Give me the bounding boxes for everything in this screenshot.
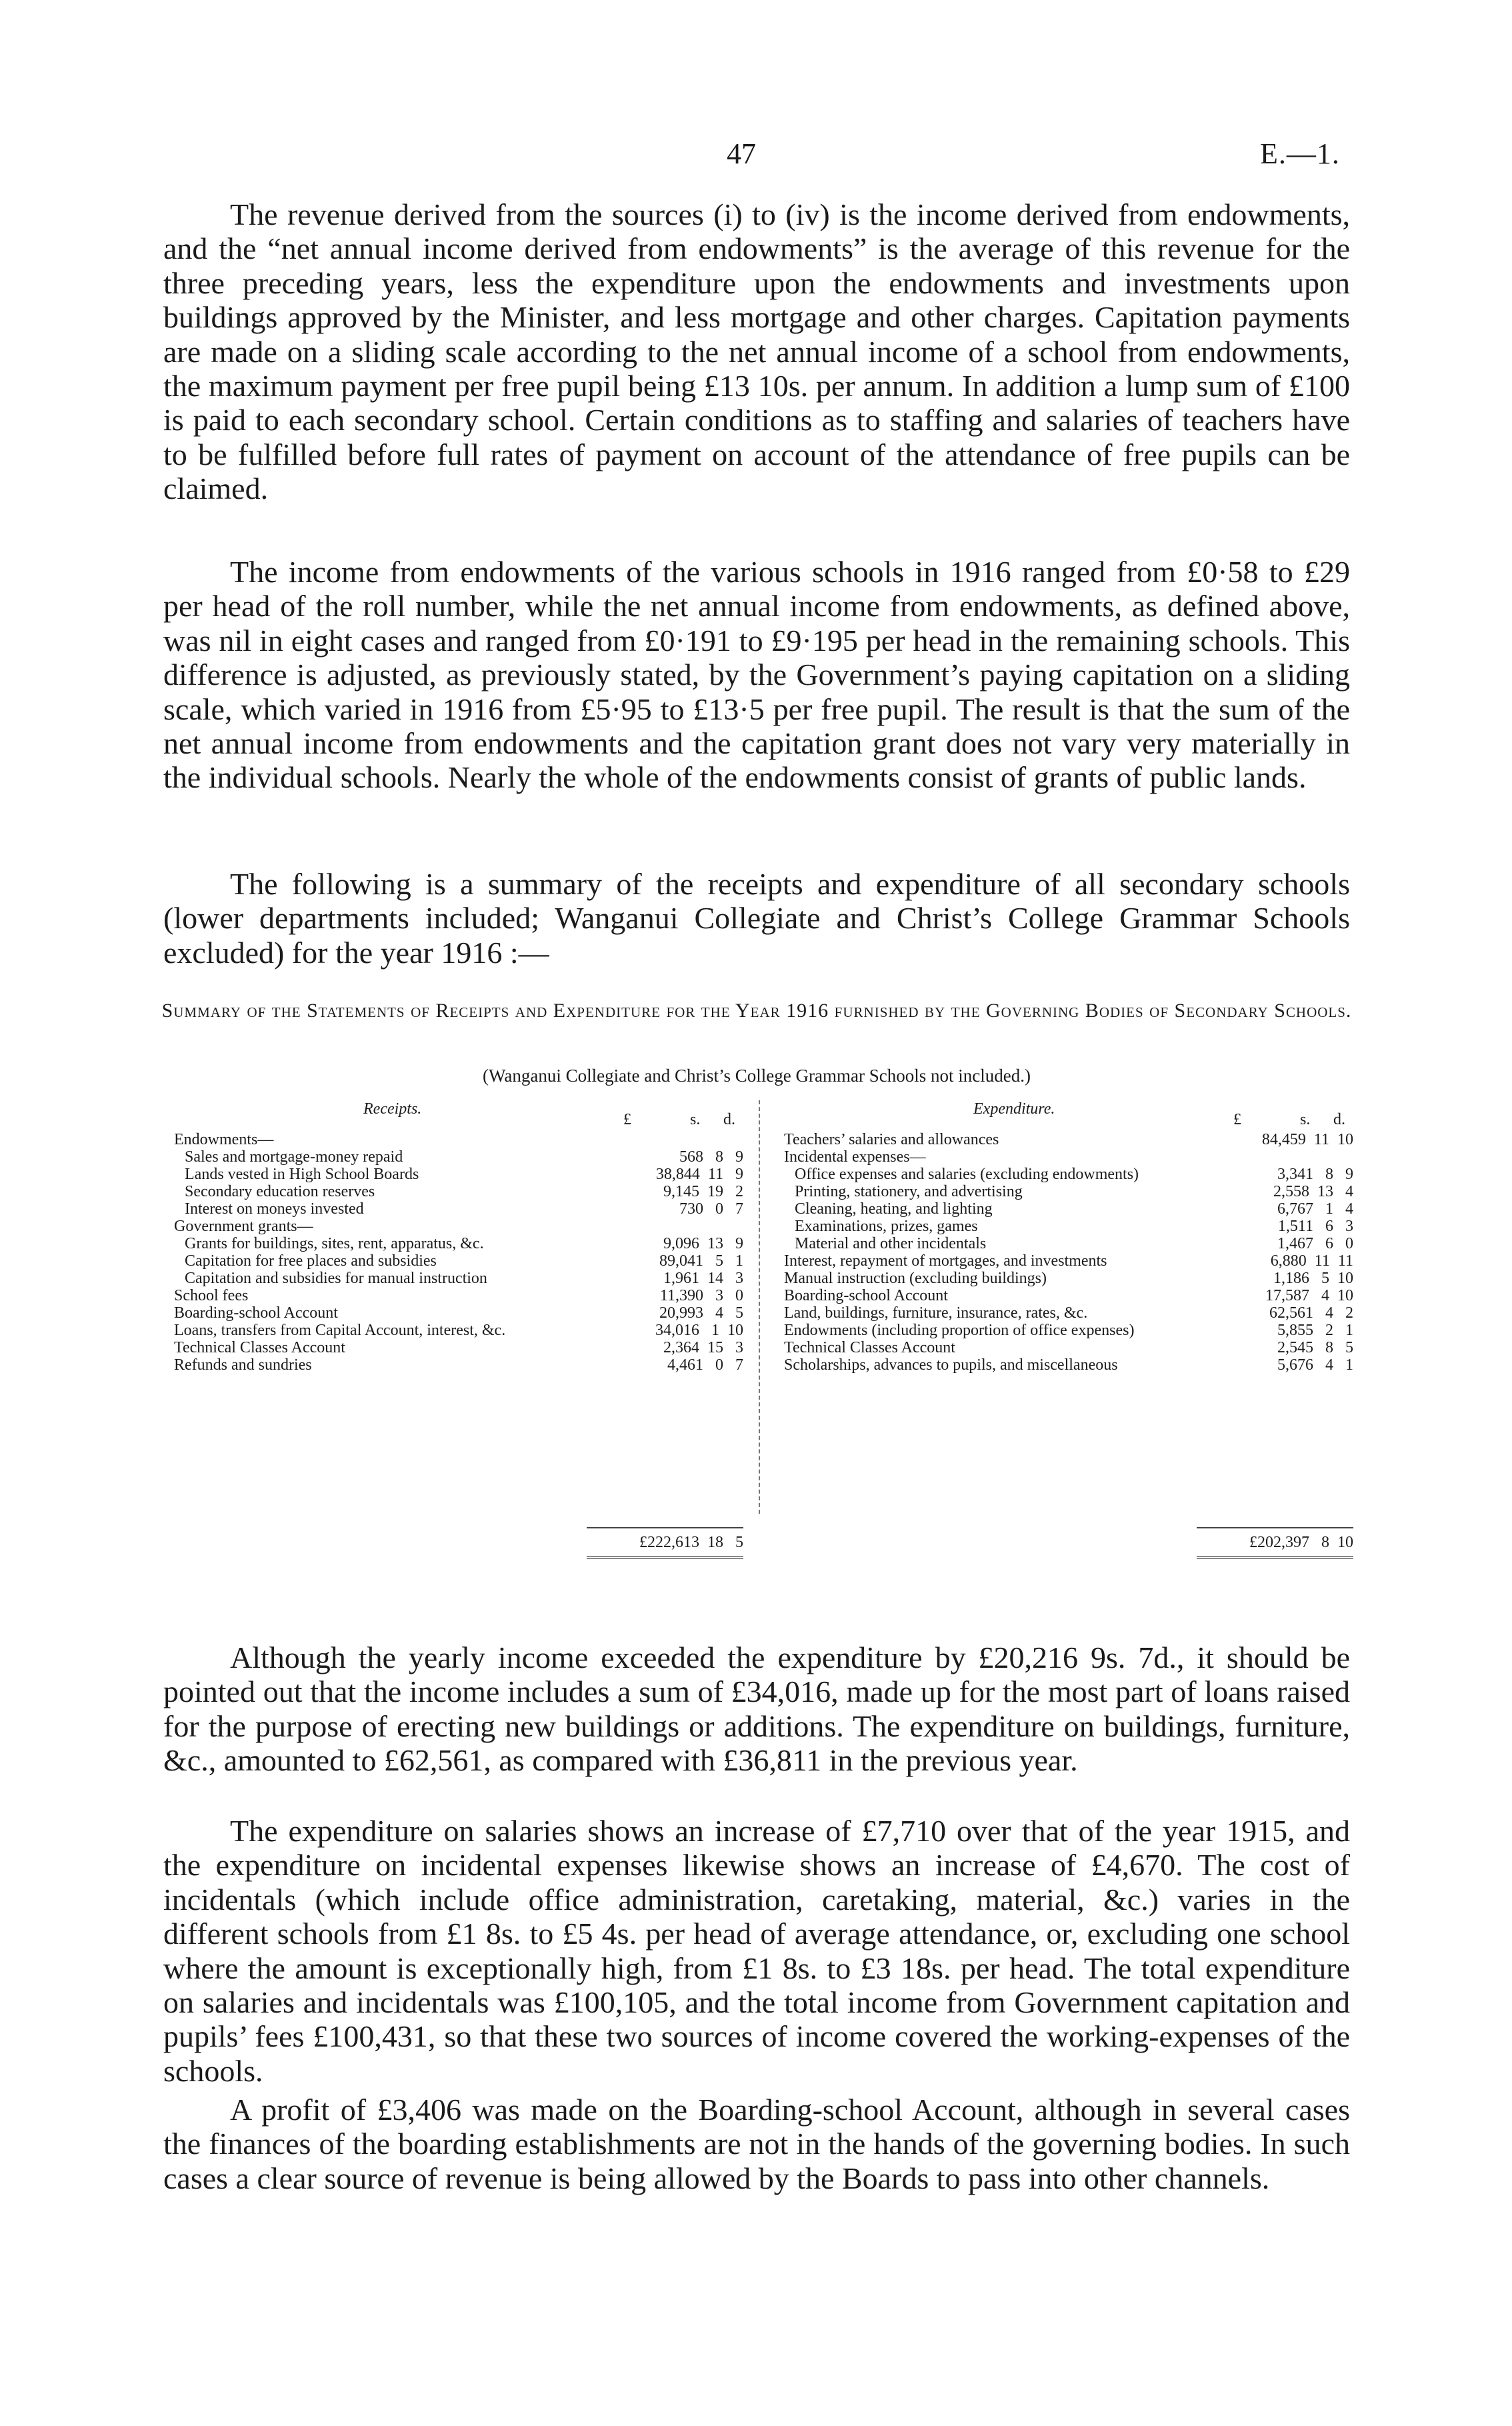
expenditure-total: £202,397 8 10 (1249, 1534, 1353, 1551)
receipts-row-amount: 2,364 15 3 (663, 1339, 743, 1356)
receipts-row (163, 1183, 743, 1200)
receipts-row (163, 1252, 743, 1270)
expenditure-row (773, 1183, 1353, 1200)
receipts-row-description: Loans, transfers from Capital Account, interest, &c. (174, 1322, 506, 1339)
shillings-header: s. (690, 1111, 701, 1128)
receipts-row-description: Sales and mortgage-money repaid (185, 1148, 403, 1166)
summary-subheading: (Wanganui Collegiate and Christ’s College Grammar Schools not included.) (483, 1066, 1031, 1086)
expenditure-row (773, 1200, 1353, 1218)
expenditure-row (773, 1148, 1353, 1166)
receipts-row (163, 1148, 743, 1166)
pence-header: d. (1333, 1111, 1345, 1128)
expenditure-row-amount: 84,459 11 10 (1261, 1131, 1353, 1148)
expenditure-table (773, 1094, 1353, 1374)
receipts-header (163, 1094, 743, 1131)
receipts-row-amount: 4,461 0 7 (667, 1356, 743, 1374)
receipts-row-description: Boarding-school Account (174, 1304, 338, 1322)
shillings-header: s. (1300, 1111, 1311, 1128)
expenditure-header (773, 1094, 1353, 1131)
expenditure-row-description: Land, buildings, furniture, insurance, rates, &c. (784, 1304, 1088, 1322)
expenditure-row-description: Material and other incidentals (795, 1235, 987, 1252)
receipts-row (163, 1270, 743, 1287)
receipts-row (163, 1235, 743, 1252)
expenditure-row-description: Teachers’ salaries and allowances (784, 1131, 999, 1148)
receipts-row-description: Grants for buildings, sites, rent, apparatus, &c. (185, 1235, 484, 1252)
expenditure-row (773, 1252, 1353, 1270)
receipts-row-description: School fees (174, 1287, 249, 1304)
expenditure-row-amount: 1,511 6 3 (1277, 1218, 1353, 1235)
expenditure-row-amount: 6,767 1 4 (1277, 1200, 1353, 1218)
paragraph-salaries-incidentals: The expenditure on salaries shows an increase of £7,710 over that of the year 1915, and the expenditure on incidental expenses likewise shows an increase of £4,670. The cost of incidentals (which include office administration, caretaking, material, &c.) varies in the different schools from £1 8s. to £5 4s. per head of average attendance, or, excluding one school where the amount is exceptionally high, from £1 8s. to £3 18s. per head. The total expenditure on salaries and incidentals was £100,105, and the total income from Government capitation and pupils’ fees £100,431, so that these two sources of income covered the working-expenses of the schools. (163, 1814, 1350, 2088)
expenditure-row (773, 1339, 1353, 1356)
receipts-row-amount: 89,041 5 1 (659, 1252, 743, 1270)
column-divider (759, 1100, 760, 1514)
expenditure-row-description: Examinations, prizes, games (795, 1218, 978, 1235)
page-reference: E.—1. (1260, 137, 1340, 170)
expenditure-row-description: Endowments (including proportion of office expenses) (784, 1322, 1135, 1339)
expenditure-row-amount: 17,587 4 10 (1265, 1287, 1353, 1304)
receipts-row-amount: 34,016 1 10 (655, 1322, 743, 1339)
receipts-row (163, 1200, 743, 1218)
paragraph-endowment-income-range: The income from endowments of the various schools in 1916 ranged from £0·58 to £29 per head of the roll number, while the net annual income from endowments, as defined above, was nil in eight cases and ranged from £0·191 to £9·195 per head in the remaining schools. This difference is adjusted, as previously stated, by the Government’s paying capitation on a sliding scale, which varied in 1916 from £5·95 to £13·5 per free pupil. The result is that the sum of the net annual income from endowments and the capitation grant does not vary very materially in the individual schools. Nearly the whole of the endowments consist of grants of public lands. (163, 555, 1350, 795)
expenditure-row (773, 1166, 1353, 1183)
receipts-row (163, 1356, 743, 1374)
expenditure-row-description: Interest, repayment of mortgages, and investments (784, 1252, 1107, 1270)
receipts-total-rule (587, 1527, 743, 1528)
receipts-row-amount: 11,390 3 0 (659, 1287, 743, 1304)
receipts-row (163, 1287, 743, 1304)
receipts-total-double-rule (587, 1556, 743, 1559)
expenditure-row-description: Incidental expenses— (784, 1148, 926, 1166)
expenditure-row (773, 1270, 1353, 1287)
expenditure-row (773, 1235, 1353, 1252)
pounds-header: £ (623, 1111, 631, 1128)
receipts-row (163, 1322, 743, 1339)
receipts-row-description: Endowments— (174, 1131, 274, 1148)
receipts-row-amount: 9,096 13 9 (663, 1235, 743, 1252)
receipts-row-description: Refunds and sundries (174, 1356, 312, 1374)
receipts-row-description: Capitation for free places and subsidies (185, 1252, 437, 1270)
receipts-row-description: Technical Classes Account (174, 1339, 345, 1356)
receipts-rows (163, 1131, 743, 1374)
expenditure-total-double-rule (1197, 1556, 1353, 1559)
expenditure-row-amount: 2,558 13 4 (1273, 1183, 1353, 1200)
receipts-row (163, 1218, 743, 1235)
receipts-total: £222,613 18 5 (639, 1534, 743, 1551)
expenditure-row (773, 1356, 1353, 1374)
expenditure-row-amount: 5,855 2 1 (1277, 1322, 1353, 1339)
receipts-row-description: Government grants— (174, 1218, 313, 1235)
expenditure-row-description: Printing, stationery, and advertising (795, 1183, 1023, 1200)
receipts-row (163, 1339, 743, 1356)
expenditure-row-amount: 3,341 8 9 (1277, 1166, 1353, 1183)
expenditure-row-description: Boarding-school Account (784, 1287, 948, 1304)
expenditure-row (773, 1322, 1353, 1339)
expenditure-row-description: Cleaning, heating, and lighting (795, 1200, 993, 1218)
receipts-row-description: Secondary education reserves (185, 1183, 375, 1200)
expenditure-row-amount: 1,186 5 10 (1273, 1270, 1353, 1287)
summary-heading: Summary of the Statements of Receipts and Expenditure for the Year 1916 furnished by the Governing Bodies of Secondary Schools. (161, 1000, 1352, 1022)
receipts-row (163, 1166, 743, 1183)
expenditure-row-description: Office expenses and salaries (excluding endowments) (795, 1166, 1139, 1183)
expenditure-row (773, 1287, 1353, 1304)
expenditure-row (773, 1131, 1353, 1148)
pence-header: d. (723, 1111, 735, 1128)
paragraph-boarding-profit: A profit of £3,406 was made on the Boarding-school Account, although in several cases the finances of the boarding establishments are not in the hands of the governing bodies. In such cases a clear source of revenue is being allowed by the Boards to pass into other channels. (163, 2093, 1350, 2195)
expenditure-row (773, 1218, 1353, 1235)
receipts-table (163, 1094, 743, 1374)
expenditure-row-amount: 6,880 11 11 (1270, 1252, 1353, 1270)
pounds-header: £ (1233, 1111, 1241, 1128)
receipts-row-amount: 1,961 14 3 (663, 1270, 743, 1287)
expenditure-row-description: Manual instruction (excluding buildings) (784, 1270, 1047, 1287)
expenditure-rows (773, 1131, 1353, 1374)
expenditure-row-description: Scholarships, advances to pupils, and miscellaneous (784, 1356, 1118, 1374)
paragraph-income-exceeded: Although the yearly income exceeded the expenditure by £20,216 9s. 7d., it should be pointed out that the income includes a sum of £34,016, made up for the most part of loans raised for the purpose of erecting new buildings or additions. The expenditure on buildings, furniture, &c., amounted to £62,561, as compared with £36,811 in the previous year. (163, 1640, 1350, 1778)
receipts-row-description: Capitation and subsidies for manual instruction (185, 1270, 487, 1287)
expenditure-row-amount: 62,561 4 2 (1269, 1304, 1353, 1322)
receipts-row-description: Lands vested in High School Boards (185, 1166, 419, 1183)
receipts-row (163, 1131, 743, 1148)
page-number: 47 (727, 137, 756, 170)
expenditure-row-amount: 5,676 4 1 (1277, 1356, 1353, 1374)
expenditure-row-description: Technical Classes Account (784, 1339, 955, 1356)
receipts-row-description: Interest on moneys invested (185, 1200, 364, 1218)
receipts-row-amount: 730 0 7 (679, 1200, 743, 1218)
receipts-row (163, 1304, 743, 1322)
expenditure-total-rule (1197, 1527, 1353, 1528)
expenditure-row-amount: 2,545 8 5 (1277, 1339, 1353, 1356)
receipts-row-amount: 9,145 19 2 (663, 1183, 743, 1200)
expenditure-row (773, 1304, 1353, 1322)
receipts-row-amount: 568 8 9 (679, 1148, 743, 1166)
receipts-label: Receipts. (363, 1100, 422, 1118)
receipts-row-amount: 20,993 4 5 (659, 1304, 743, 1322)
receipts-row-amount: 38,844 11 9 (655, 1166, 743, 1183)
expenditure-row-amount: 1,467 6 0 (1277, 1235, 1353, 1252)
paragraph-summary-intro: The following is a summary of the receipts and expenditure of all secondary schools (lower departments included; Wanganui Collegiate and Christ’s College Grammar Schools excluded) for the year 1916 :— (163, 867, 1350, 970)
expenditure-label: Expenditure. (973, 1100, 1055, 1118)
paragraph-endowment-revenue: The revenue derived from the sources (i) to (iv) is the income derived from endowments, and the “net annual income derived from endowments” is the average of this revenue for the three preceding years, less the expenditure upon the endowments and investments upon buildings approved by the Minister, and less mortgage and other charges. Capitation payments are made on a sliding scale according to the net annual income of a school from endowments, the maximum payment per free pupil being £13 10s. per annum. In addition a lump sum of £100 is paid to each secondary school. Certain conditions as to staffing and salaries of teachers have to be fulfilled before full rates of payment on account of the attendance of free pupils can be claimed. (163, 197, 1350, 506)
